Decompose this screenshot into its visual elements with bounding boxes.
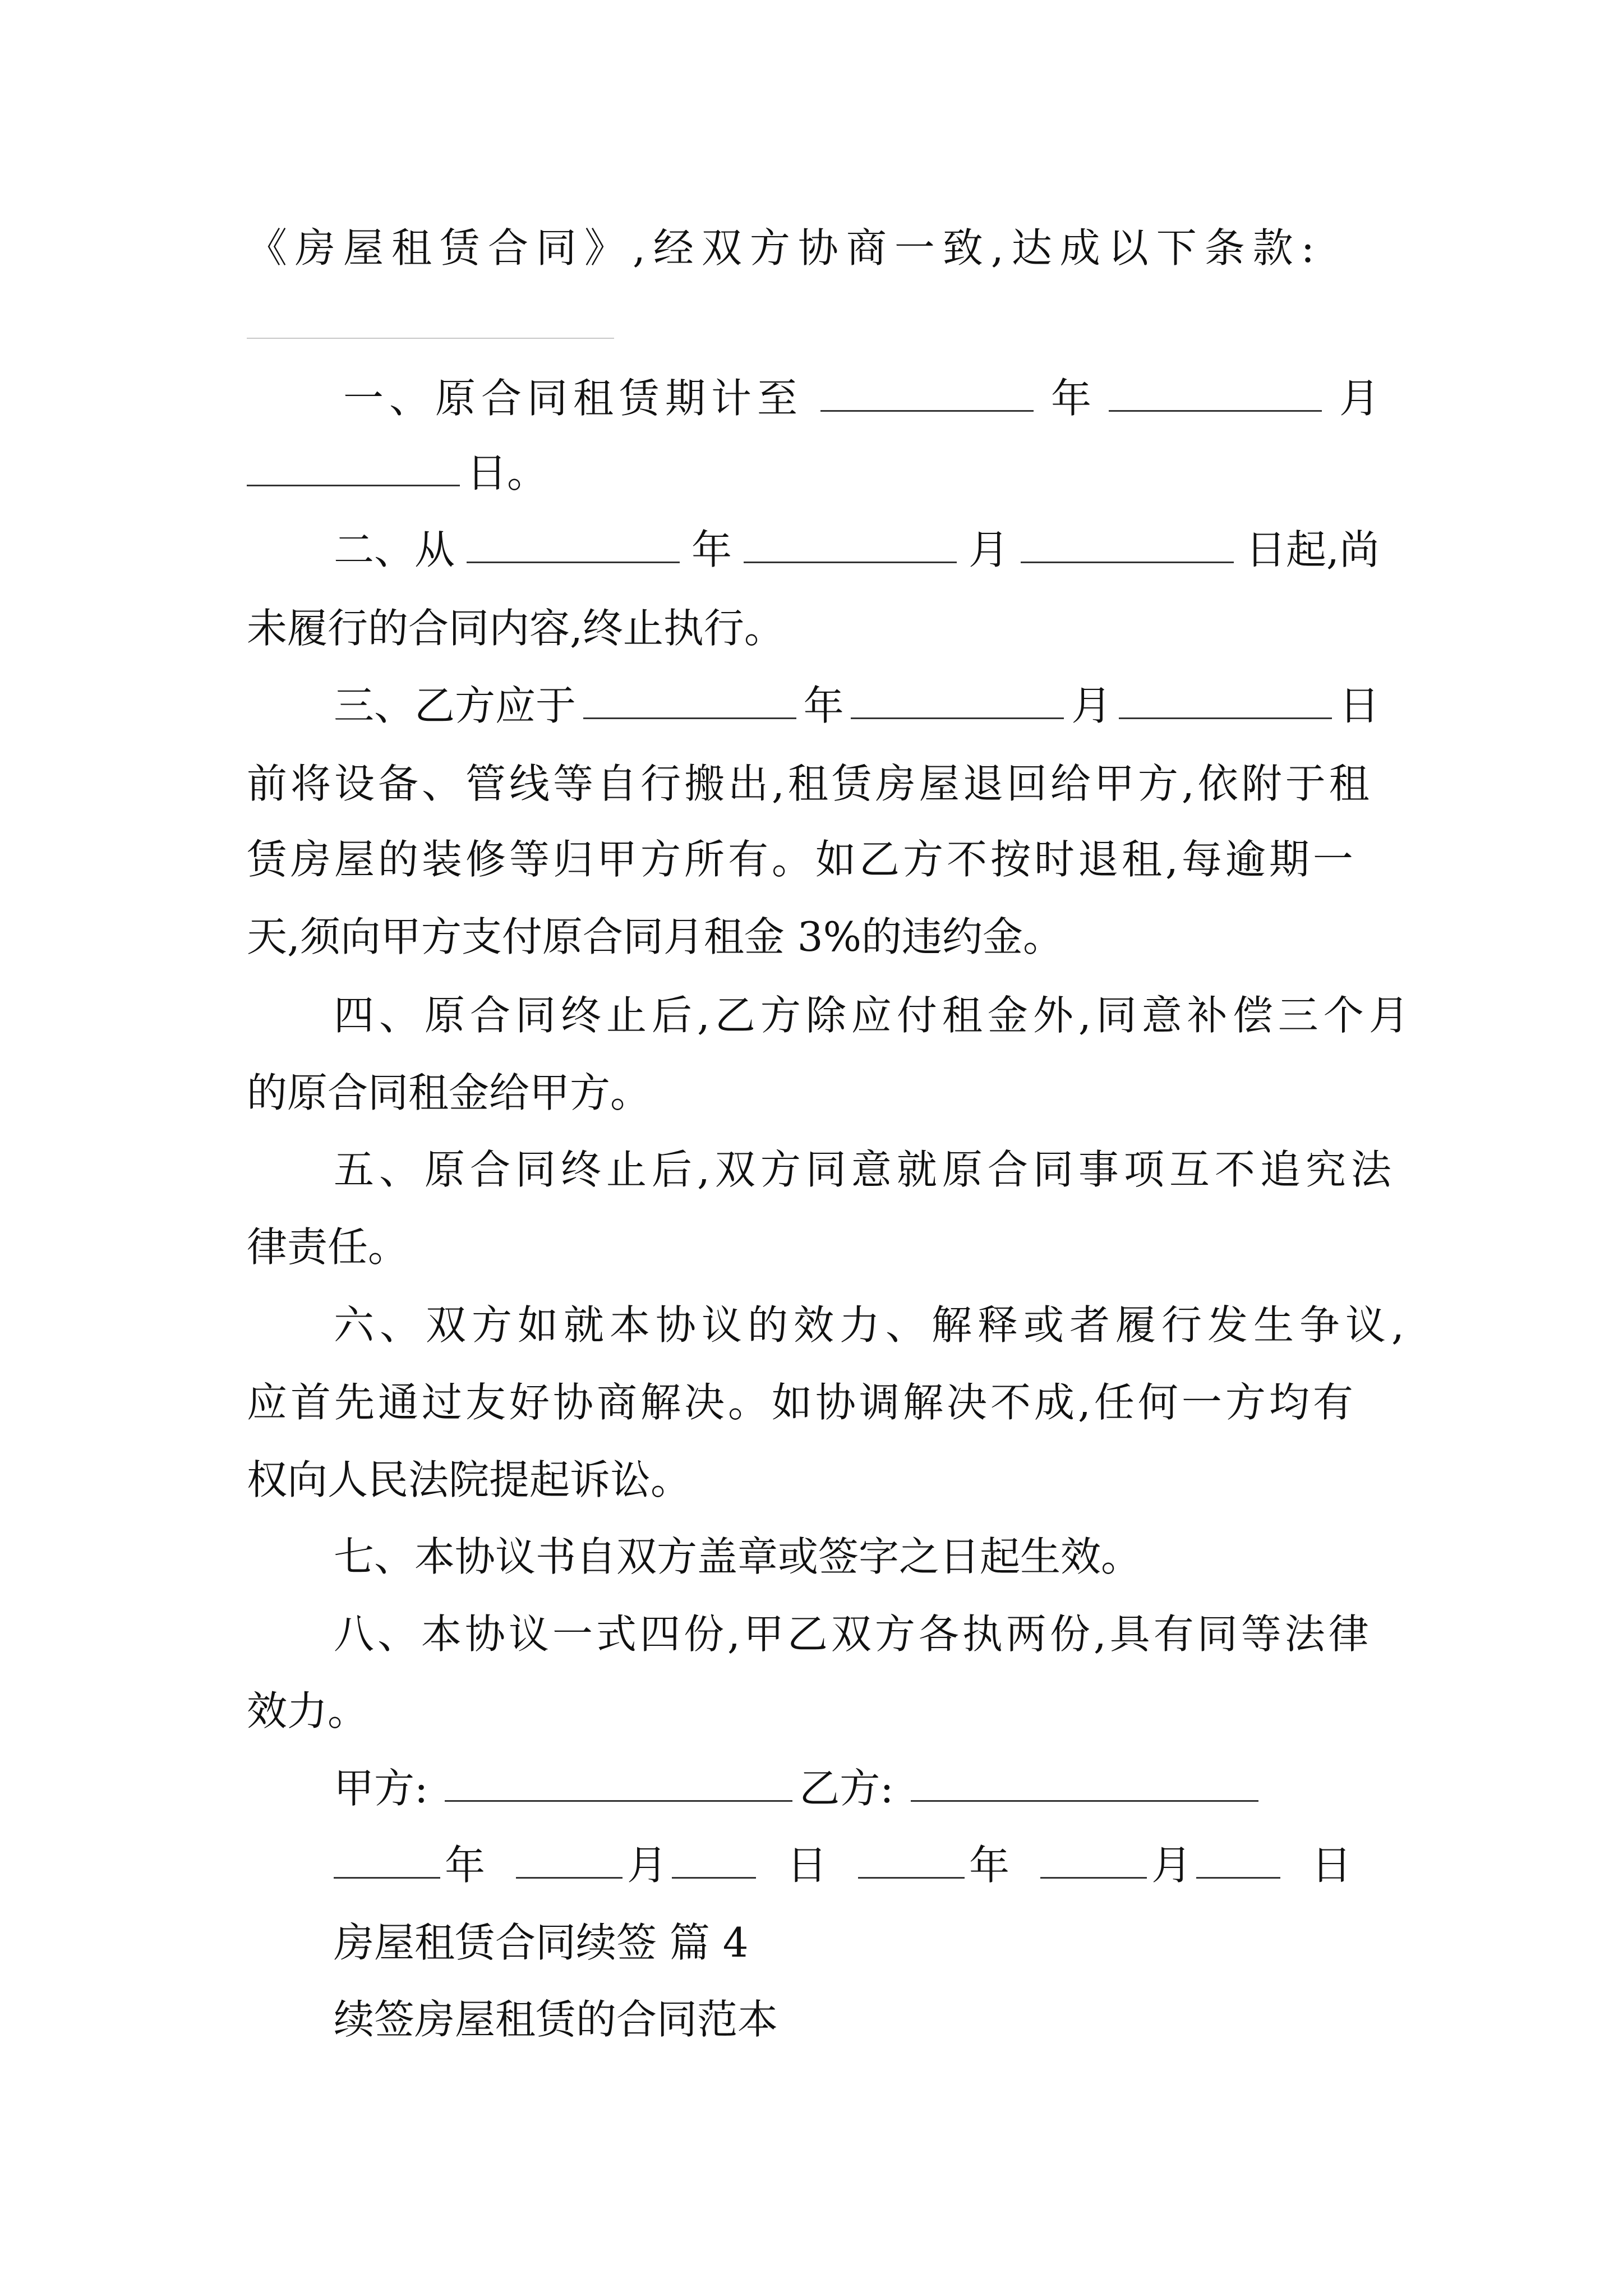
clause-6-text-3: 权向人民法院提起诉讼。: [247, 1456, 691, 1503]
year-label: 年: [1050, 375, 1091, 422]
month-blank: [744, 562, 957, 563]
section-subheading: [334, 1986, 778, 2053]
party-b-blank: [911, 1800, 1258, 1802]
year-label: 年: [691, 526, 732, 573]
party-a-month-blank: [516, 1877, 623, 1879]
section-heading-text: 房屋租赁合同续签 篇 4: [334, 1919, 749, 1966]
section-heading: [334, 1909, 749, 1976]
clause-3-line-2: [247, 750, 1380, 817]
clause-5-line-1: [334, 1136, 1396, 1203]
party-b-year-label: 年: [969, 1842, 1010, 1889]
day-label: 日: [1339, 682, 1380, 729]
clause-4-line-1: [334, 982, 1414, 1049]
party-b-day-blank: [1196, 1877, 1280, 1879]
party-b-label: 乙方:: [799, 1765, 894, 1812]
clause-6-line-2: [247, 1369, 1357, 1436]
party-b-year-blank: [858, 1877, 965, 1879]
day-blank: [1119, 717, 1332, 719]
day-label: 日。: [467, 449, 548, 496]
party-b-month-blank: [1040, 1877, 1147, 1879]
party-a-year-label: 年: [445, 1842, 486, 1889]
clause-5-line-2: [247, 1213, 408, 1281]
year-blank: [467, 562, 680, 563]
clause-6-text-2: 应首先通过友好协商解决。如协调解决不成,任何一方均有: [247, 1379, 1357, 1426]
party-a-blank: [445, 1800, 792, 1802]
month-label: 月: [1071, 682, 1112, 729]
day-blank: [247, 485, 460, 486]
section-subheading-text: 续签房屋租赁的合同范本: [334, 1996, 778, 2043]
clause-1-line-1: [343, 365, 1380, 432]
clause-2-line-2: [247, 595, 785, 662]
clause-8-line-2: [247, 1677, 368, 1745]
party-a-day-label: 日: [787, 1842, 828, 1889]
clause-3-line-1: [334, 672, 1380, 739]
year-blank: [820, 410, 1034, 412]
clause-2-line-1: [334, 516, 1380, 583]
date-line: [334, 1832, 1352, 1899]
clause-3-text-2: 前将设备、管线等自行搬出,租赁房屋退回给甲方,依附于租: [247, 760, 1373, 807]
party-a-year-blank: [334, 1877, 440, 1879]
party-b-month-label: 月: [1151, 1842, 1192, 1889]
clause-7-text-1: 七、本协议书自双方盖章或签字之日起生效。: [334, 1533, 1142, 1580]
clause-3-line-3: [247, 826, 1380, 893]
clause-2-text: 未履行的合同内容,终止执行。: [247, 605, 785, 652]
party-a-day-blank: [672, 1877, 756, 1879]
clause-6-line-1: [334, 1291, 1410, 1359]
clause-8-text-2: 效力。: [247, 1687, 368, 1734]
clause-1-prefix: 一、原合同租赁期计至: [343, 375, 804, 422]
party-b-day-label: 日: [1311, 1842, 1352, 1889]
clause-3-prefix: 三、乙方应于: [334, 682, 577, 729]
signature-line: [334, 1755, 1258, 1822]
party-a-label: 甲方:: [334, 1765, 428, 1812]
intro-line: [247, 214, 1360, 282]
clause-8-line-1: [334, 1600, 1372, 1668]
clause-4-text-2: 的原合同租金给甲方。: [247, 1069, 651, 1116]
clause-7-line-1: [334, 1523, 1141, 1590]
clause-8-text-1: 八、本协议一式四份,甲乙双方各执两份,具有同等法律: [334, 1611, 1372, 1658]
year-label: 年: [803, 682, 844, 729]
clause-5-text-1: 五、原合同终止后,双方同意就原合同事项互不追究法: [334, 1146, 1396, 1193]
month-blank: [1109, 410, 1322, 412]
clause-2-suffix: 日起,尚: [1246, 526, 1380, 573]
clause-4-text-1: 四、原合同终止后,乙方除应付租金外,同意补偿三个月: [334, 992, 1414, 1039]
month-label: 月: [969, 526, 1009, 573]
intro-text: 《房屋租赁合同》,经双方协商一致,达成以下条款:: [247, 224, 1323, 272]
clause-6-line-3: [247, 1446, 691, 1513]
clause-4-line-2: [247, 1059, 651, 1126]
clause-3-line-4: [247, 903, 1063, 970]
clause-3-text-4: 天,须向甲方支付原合同月租金 3%的违约金。: [247, 913, 1063, 960]
separator-line: [247, 338, 614, 339]
clause-1-line-2: [247, 439, 547, 507]
month-blank: [851, 717, 1064, 719]
month-label: 月: [1339, 375, 1380, 422]
party-a-month-label: 月: [627, 1842, 668, 1889]
day-blank: [1021, 562, 1234, 563]
clause-3-text-3: 赁房屋的装修等归甲方所有。如乙方不按时退租,每逾期一: [247, 836, 1357, 883]
clause-5-text-2: 律责任。: [247, 1223, 409, 1271]
clause-2-prefix: 二、从: [334, 526, 455, 573]
clause-6-text-1: 六、双方如就本协议的效力、解释或者履行发生争议,: [334, 1301, 1410, 1349]
year-blank: [583, 717, 796, 719]
